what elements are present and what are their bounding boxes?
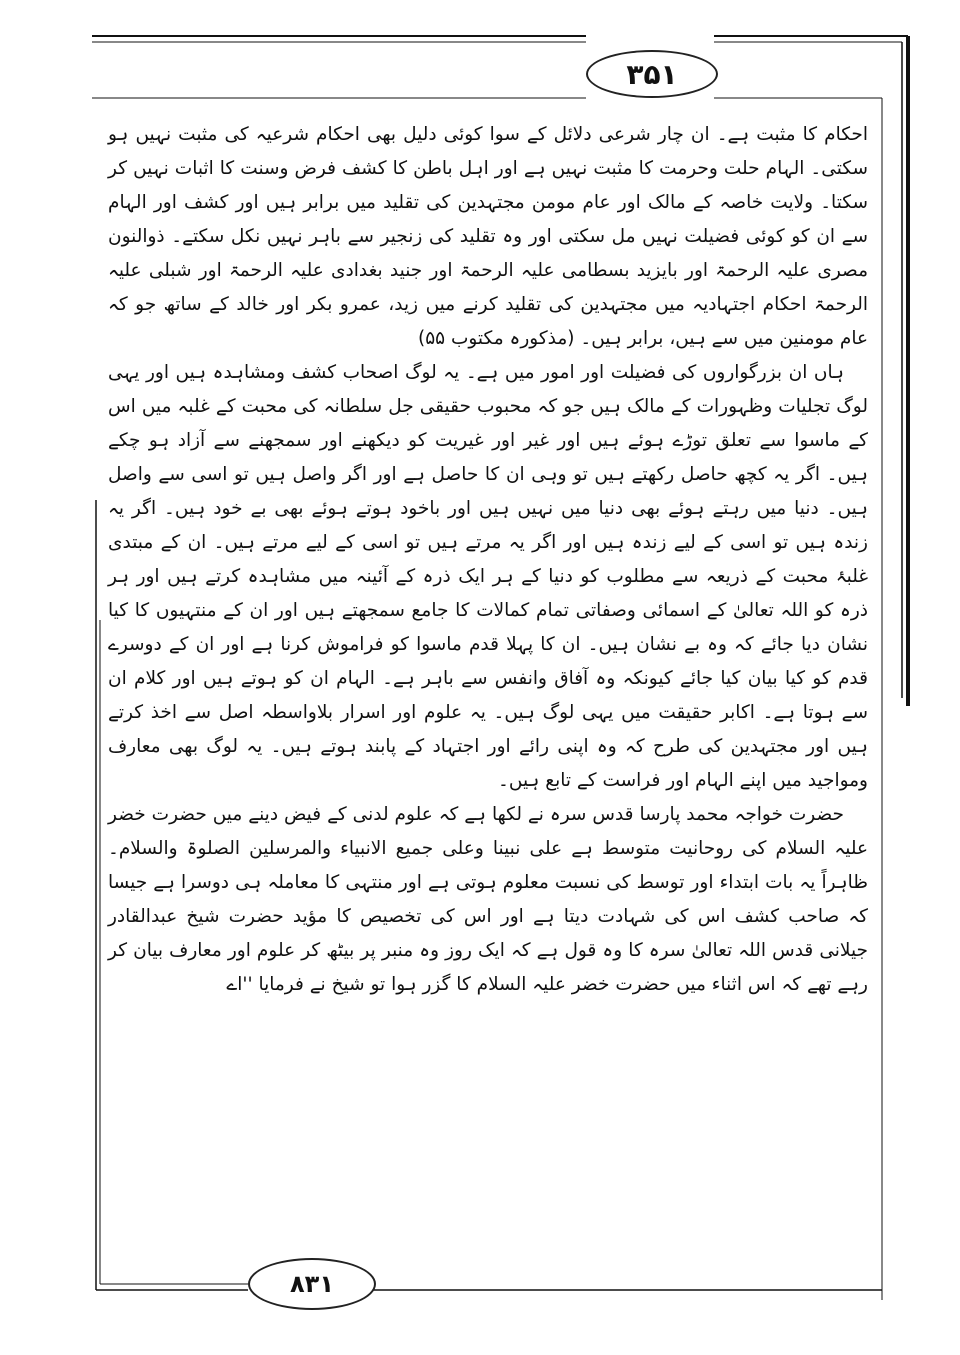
paragraph: حضرت خواجہ محمد پارسا قدس سرہ نے لکھا ہے کہ علوم لدنی کے فیض دینے میں حضرت خضر علیہ السلام کی روحانیت متوسط ہے علی نبینا وعلی جمیع الانبیاء والمرسلین الصلوۃ والسلام۔ ظاہراً یہ بات ابتداء اور توسط کی نسبت معلوم ہوتی ہے اور منتہی کا معاملہ ہی دوسرا ہے جیسا کہ صاحب کشف اس کی شہادت دیتا ہے اور اس کی تخصیص کا مؤید حضرت شیخ عبدالقادر جیلانی قدس اللہ تعالیٰ سرہ کا وہ قول ہے کہ ایک روز وہ منبر پر بیٹھ کر علوم اور معارف بیان کر رہے تھے کہ اس اثناء میں حضرت خضر علیہ السلام کا گزر ہوا تو شیخ نے فرمایا ''اے	[108, 804, 868, 995]
page-number-top: ۳۵۱	[586, 50, 718, 98]
paragraph: احکام کا مثبت ہے۔ ان چار شرعی دلائل کے سوا کوئی دلیل بھی احکام شرعیہ کی مثبت نہیں ہو سکتی۔ الہام حلت وحرمت کا مثبت نہیں ہے اور اہل باطن کا کشف فرض وسنت کا اثبات نہیں کر سکتا۔ ولایت خاصہ کے مالک اور عام مومن مجتہدین کی تقلید میں برابر ہیں اور کشف اور الہام سے ان کو کوئی فضیلت نہیں مل سکتی اور وہ تقلید کی زنجیر سے باہر نہیں نکل سکتے۔ ذوالنون مصری علیہ الرحمۃ اور بایزید بسطامی علیہ الرحمۃ اور جنید بغدادی علیہ الرحمۃ اور شبلی علیہ الرحمۃ احکام اجتہادیہ میں مجتہدین کی تقلید کرنے میں زید، عمرو بکر اور خالد کے ساتھ جو کہ عام مومنین میں سے ہیں، برابر ہیں۔ (مذکورہ مکتوب ۵۵)	[108, 124, 868, 349]
body-text	[108, 118, 868, 1002]
paragraph: ہاں ان بزرگواروں کی فضیلت اور امور میں ہے۔ یہ لوگ اصحاب کشف ومشاہدہ ہیں اور یہی لوگ تجلیات وظہورات کے مالک ہیں جو کہ محبوب حقیقی جل سلطانہ کی محبت کے غلبہ میں اس کے ماسوا سے تعلق توڑے ہوئے ہیں اور غیر اور غیریت کو دیکھنے اور سمجھنے سے آزاد ہو چکے ہیں۔ اگر یہ کچھ حاصل رکھتے ہیں تو وہی ان کا حاصل ہے اور اگر واصل ہیں تو اسی سے واصل ہیں۔ دنیا میں رہتے ہوئے بھی دنیا میں نہیں ہیں اور باخود ہوتے ہوئے بھی بے خود ہیں۔ اگر یہ زندہ ہیں تو اسی کے لیے زندہ ہیں اور اگر یہ مرتے ہیں تو اسی کے لیے مرتے ہیں۔ ان کے مبتدی غلبۂ محبت کے ذریعہ سے مطلوب کو دنیا کے ہر ایک ذرہ کے آئینہ میں مشاہدہ کرتے ہیں اور ہر ذرہ کو اللہ تعالیٰ کے اسمائی وصفاتی تمام کمالات کا جامع سمجھتے ہیں اور ان کے منتہیوں کا کیا نشان دیا جائے کہ وہ بے نشان ہیں۔ ان کا پہلا قدم ماسوا کو فراموش کرنا ہے اور ان کے دوسرے قدم کو کیا بیان کیا جائے کیونکہ وہ آفاق وانفس سے باہر ہے۔ الہام ان کو ہوتے ہیں اور کلام ان سے ہوتا ہے۔ اکابر حقیقت میں یہی لوگ ہیں۔ یہ علوم اور اسرار بلاواسطہ اصل سے اخذ کرتے ہیں اور مجتہدین کی طرح کہ وہ اپنی رائے اور اجتہاد کے پابند ہوتے ہیں۔ یہ لوگ بھی معارف ومواجید میں اپنے الہام اور فراست کے تابع ہیں۔	[108, 362, 868, 791]
page-number-bottom: ۸۳۱	[248, 1258, 376, 1310]
